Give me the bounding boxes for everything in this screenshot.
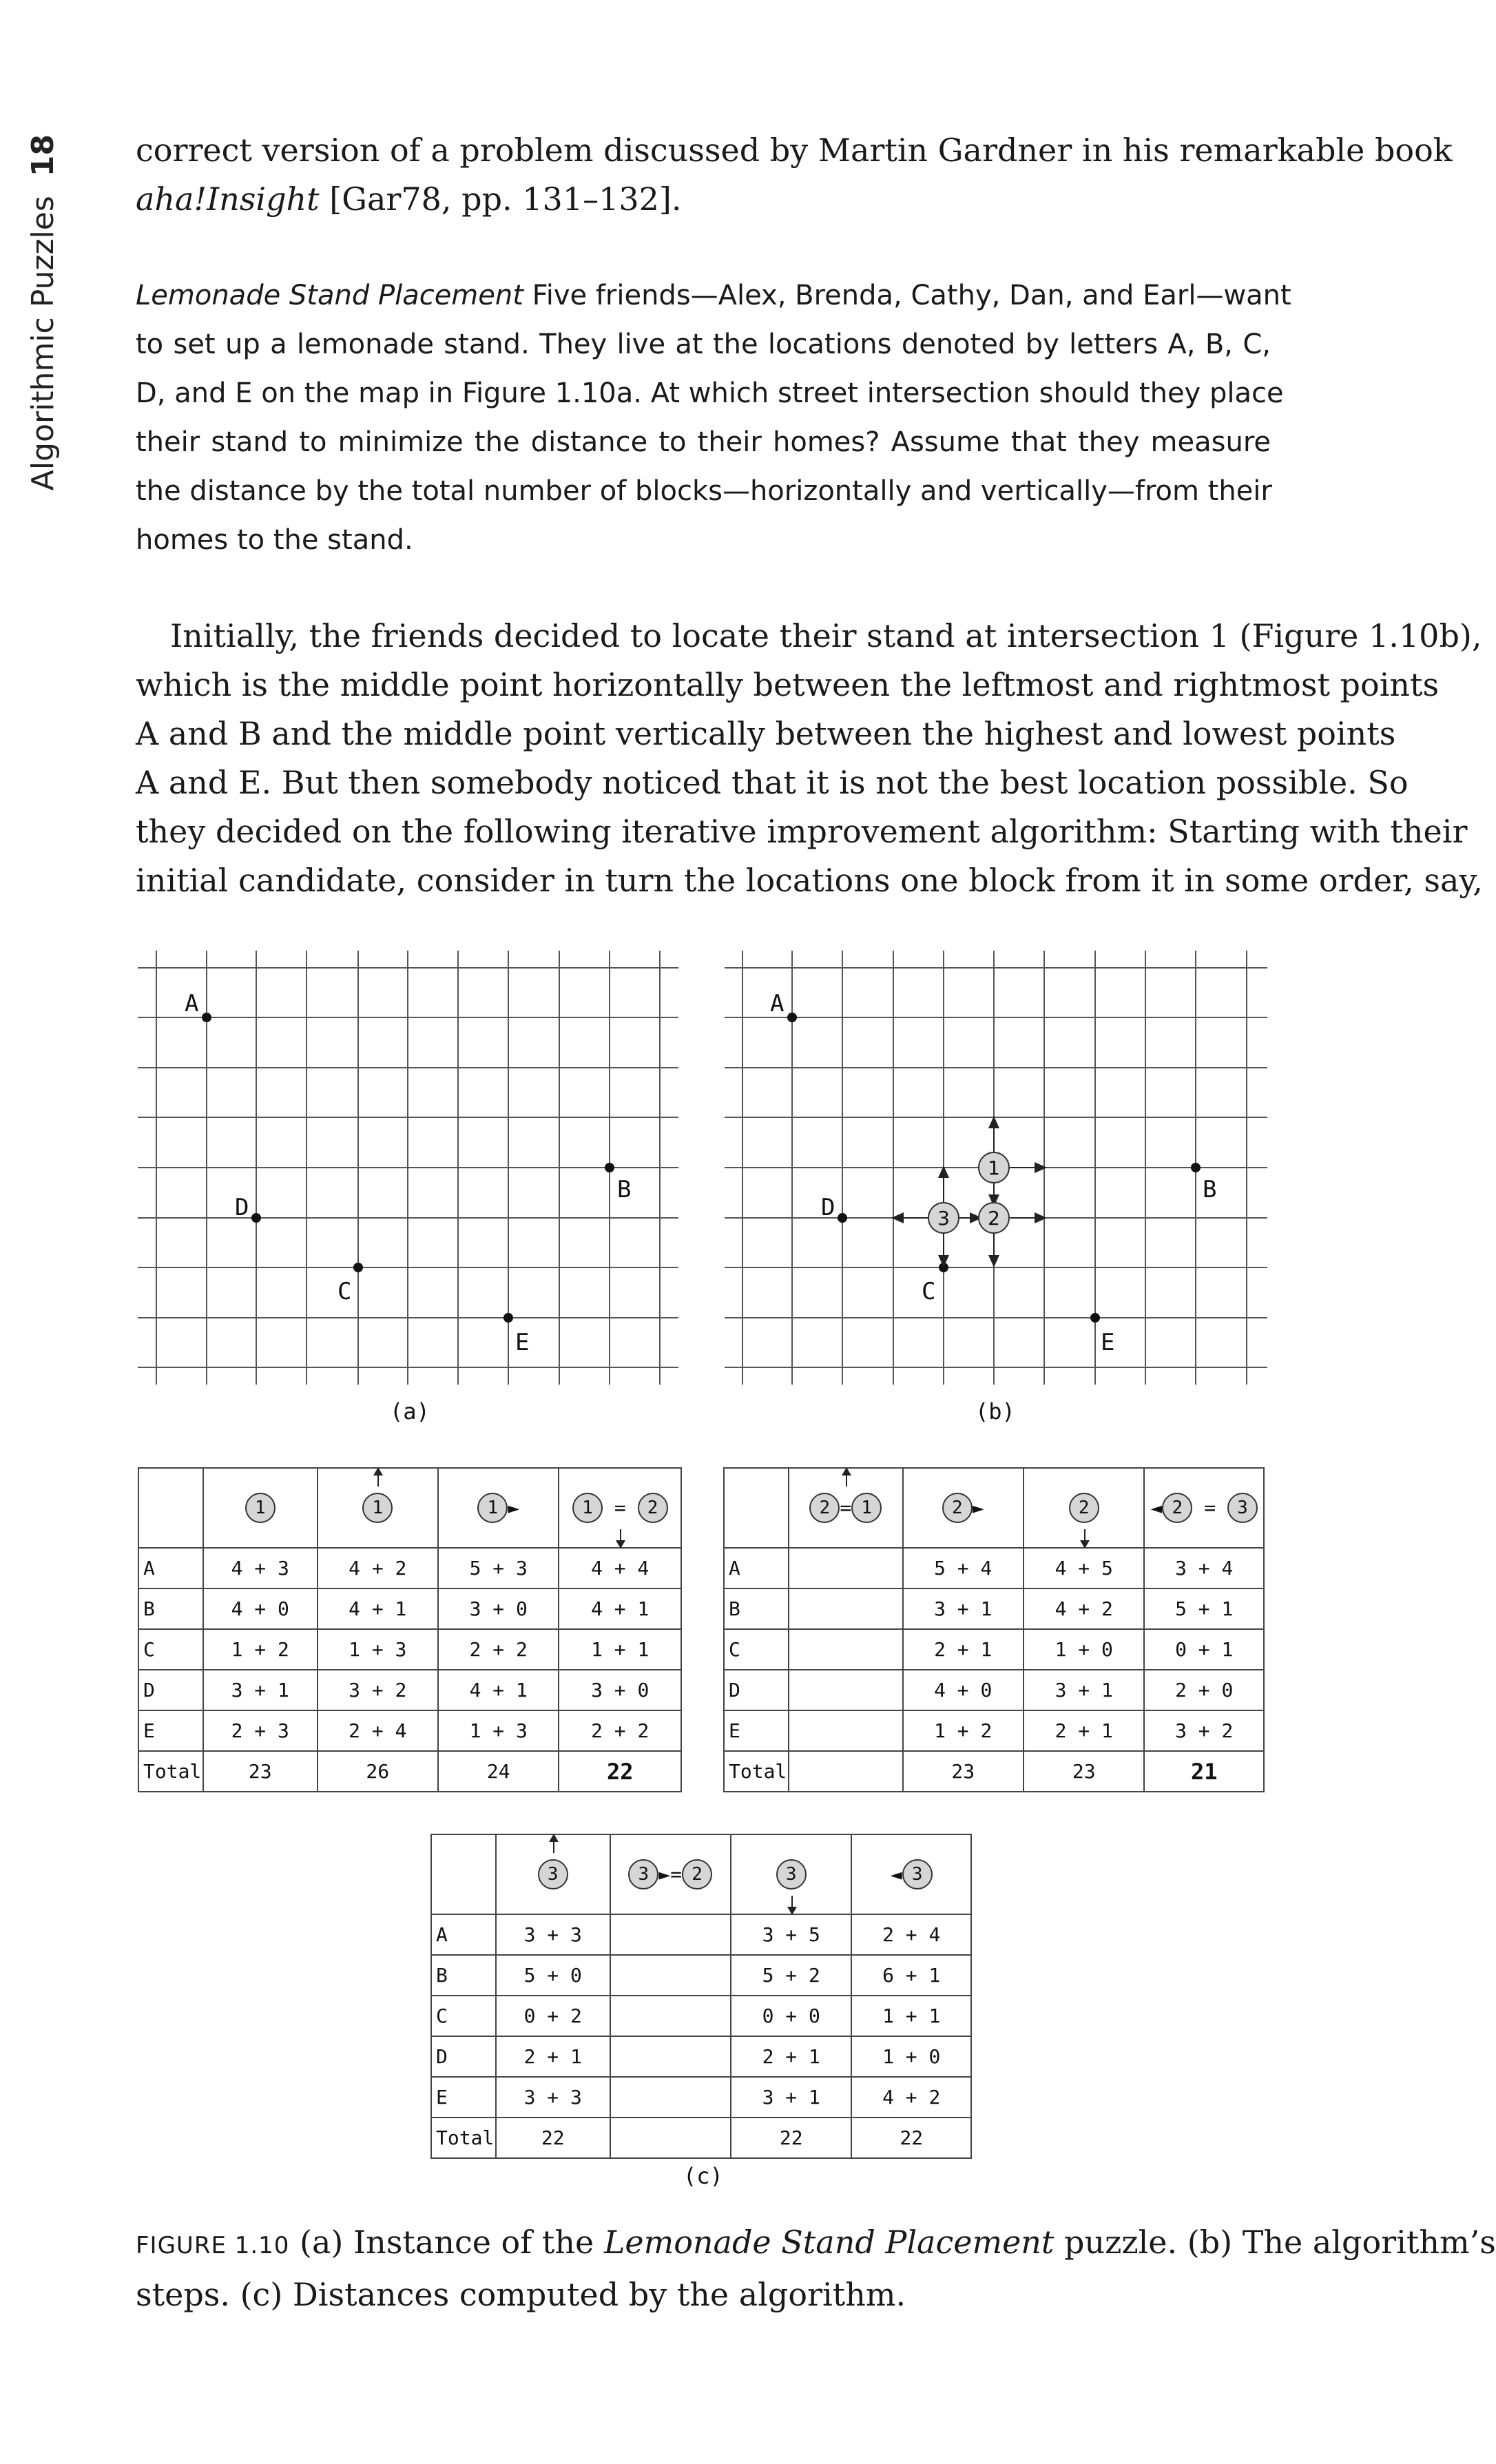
figure-number: FIGURE 1.10 [136, 2232, 290, 2259]
table-row: A 3 + 3 3 + 5 2 + 4 [431, 1914, 971, 1955]
header-candidate-2-down: 2 [1024, 1468, 1144, 1548]
label-d: D [235, 1194, 249, 1221]
label-e: E [515, 1329, 530, 1356]
corner-cell [431, 1834, 496, 1914]
text-line: A and E. But then somebody noticed that it is not the best location possible. So [136, 764, 1409, 801]
table-header-row [138, 1468, 681, 1548]
label-c: C [337, 1278, 352, 1305]
point-c [353, 1263, 363, 1272]
map-grid-a [138, 951, 678, 1385]
header-candidate-3-right: 3 ►= 2 [610, 1834, 731, 1914]
header-candidate-2-up: 2 = 1 [789, 1468, 903, 1548]
page-number: 18 [25, 134, 61, 177]
text-line: initial candidate, consider in turn the locations one block from it in some order, say, [136, 862, 1483, 899]
panel-b-label: (b) [975, 1398, 1015, 1425]
candidate-arrows [897, 1121, 1041, 1262]
label-d: D [821, 1194, 835, 1221]
table-total-row: Total 22 22 22 [431, 2118, 971, 2158]
citation: [Gar78, pp. 131–132]. [319, 180, 682, 218]
candidate-1-label: 1 [988, 1157, 1000, 1179]
candidate-markers [928, 1152, 1009, 1233]
text-line: their stand to minimize the distance to their homes? Assume that they measure [136, 426, 1271, 458]
text-line: they decided on the following iterative improvement algorithm: Starting with their [136, 813, 1468, 850]
table-row: D 4 + 0 3 + 1 2 + 0 [724, 1670, 1264, 1710]
distance-table-3 [430, 1834, 972, 2159]
point-e [503, 1313, 513, 1323]
table-row: E 1 + 2 2 + 1 3 + 2 [724, 1710, 1264, 1751]
table-total-row: Total 23 26 24 22 [138, 1751, 681, 1792]
table-header-row [724, 1468, 1264, 1548]
text-line: to set up a lemonade stand. They live at the locations denoted by letters A, B, C, [136, 329, 1271, 360]
header-candidate-1-right: 1 ► [438, 1468, 559, 1548]
corner-cell [138, 1468, 203, 1548]
table-row: D 3 + 1 3 + 2 4 + 1 3 + 0 [138, 1670, 681, 1710]
point-c [939, 1263, 948, 1272]
header-candidate-2-left: ◄ 2 = 3 [1144, 1468, 1264, 1548]
text-line: Lemonade Stand Placement Five friends—Alex, Brenda, Cathy, Dan, and Earl—want [136, 280, 1291, 311]
table-row: D 2 + 1 2 + 1 1 + 0 [431, 2036, 971, 2077]
header-candidate-3-up: 3 [496, 1834, 610, 1914]
label-c: C [922, 1278, 936, 1305]
point-b [605, 1163, 614, 1172]
running-head-section: Algorithmic Puzzles [25, 196, 61, 491]
figure-caption [136, 2218, 1496, 2319]
point-d [251, 1213, 261, 1223]
table-row: E 2 + 3 2 + 4 1 + 3 2 + 2 [138, 1710, 681, 1751]
table-row: B 4 + 0 4 + 1 3 + 0 4 + 1 [138, 1588, 681, 1629]
corner-cell [724, 1468, 789, 1548]
point-a [202, 1013, 211, 1022]
table-row: A 4 + 3 4 + 2 5 + 3 4 + 4 [138, 1548, 681, 1588]
text-line: D, and E on the map in Figure 1.10a. At which street intersection should they place [136, 377, 1284, 409]
label-b: B [1203, 1176, 1217, 1203]
header-candidate-3-left: ◄ 3 [851, 1834, 971, 1914]
point-d [838, 1213, 847, 1223]
panel-a-label: (a) [390, 1398, 430, 1425]
label-a: A [185, 990, 199, 1017]
table-row: B 3 + 1 4 + 2 5 + 1 [724, 1588, 1264, 1629]
point-a [787, 1013, 797, 1022]
text-line: A and B and the middle point vertically between the highest and lowest points [136, 715, 1396, 752]
header-candidate-1-up: 1 [318, 1468, 438, 1548]
caption-puzzle-title: Lemonade Stand Placement [603, 2224, 1055, 2261]
book-title: aha!Insight [136, 180, 320, 218]
text-line: Initially, the friends decided to locate their stand at intersection 1 (Figure 1.10b), [170, 617, 1482, 654]
caption-line: steps. (c) Distances computed by the algorithm. [136, 2276, 906, 2313]
table-row: C 1 + 2 1 + 3 2 + 2 1 + 1 [138, 1629, 681, 1670]
table-row: C 2 + 1 1 + 0 0 + 1 [724, 1629, 1264, 1670]
header-candidate-1-down: 1 = 2 [559, 1468, 681, 1548]
table-row: B 5 + 0 5 + 2 6 + 1 [431, 1955, 971, 1996]
distance-table-1 [138, 1467, 682, 1792]
text-line: the distance by the total number of blocks—horizontally and vertically—from their [136, 475, 1272, 507]
label-e: E [1101, 1329, 1115, 1356]
candidate-3-label: 3 [937, 1207, 950, 1230]
label-a: A [770, 990, 785, 1017]
panel-c-label: (c) [683, 2163, 723, 2189]
text-line: correct version of a problem discussed by Martin Gardner in his remarkable book [136, 132, 1453, 169]
table-total-row: Total 23 23 21 [724, 1751, 1264, 1792]
table-row: E 3 + 3 3 + 1 4 + 2 [431, 2077, 971, 2118]
caption-line: FIGURE 1.10 (a) Instance of the Lemonade Stand Placement puzzle. (b) The algorithm’s [136, 2224, 1496, 2261]
candidate-2-label: 2 [988, 1207, 1000, 1230]
label-b: B [617, 1176, 632, 1203]
puzzle-title: Lemonade Stand Placement [136, 280, 523, 311]
point-b [1191, 1163, 1201, 1172]
header-candidate-2-right: 2 ► [903, 1468, 1024, 1548]
text-line: homes to the stand. [136, 524, 413, 556]
header-candidate-3-down: 3 [731, 1834, 851, 1914]
header-candidate-1: 1 [203, 1468, 318, 1548]
table-header-row [431, 1834, 971, 1914]
table-row: C 0 + 2 0 + 0 1 + 1 [431, 1996, 971, 2036]
text-line: which is the middle point horizontally between the leftmost and rightmost points [136, 666, 1440, 703]
table-row: A 5 + 4 4 + 5 3 + 4 [724, 1548, 1264, 1588]
point-e [1090, 1313, 1100, 1323]
distance-table-2 [723, 1467, 1265, 1792]
